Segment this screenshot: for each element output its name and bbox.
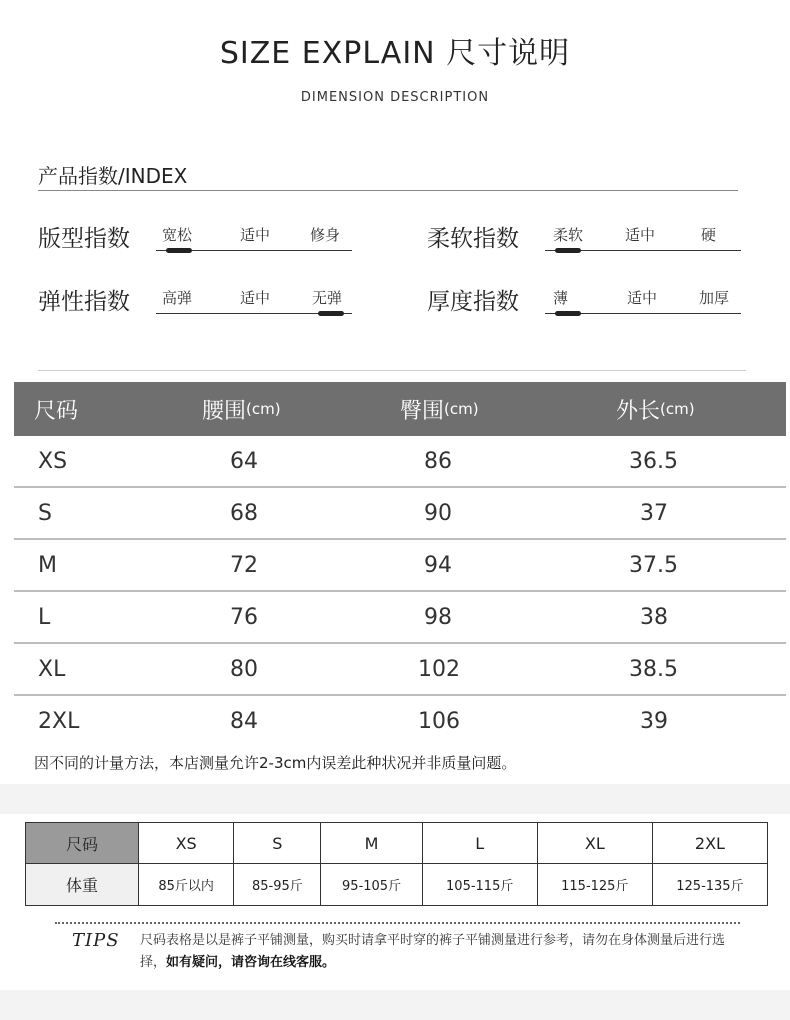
cell-hip: 98 xyxy=(424,604,452,630)
row-header-size: 尺码 xyxy=(26,823,139,864)
tips-emphasis: 如有疑问，请咨询在线客服。 xyxy=(166,955,336,970)
cell-hip: 86 xyxy=(424,448,452,474)
header-unit: (cm) xyxy=(444,400,479,418)
cell-size: S xyxy=(38,500,52,526)
index-section-title: 产品指数/INDEX xyxy=(38,164,188,188)
cell-hip: 90 xyxy=(424,500,452,526)
weight-cell: 105-115斤 xyxy=(422,864,537,906)
tips-label: TIPS xyxy=(72,930,120,951)
index-option: 无弹 xyxy=(312,289,343,307)
weight-table xyxy=(25,822,768,906)
header-label: 外长 xyxy=(616,398,661,424)
index-scale xyxy=(545,224,741,251)
cell-waist: 76 xyxy=(230,604,258,630)
cell-waist: 68 xyxy=(230,500,258,526)
size-cell: 2XL xyxy=(652,823,767,864)
size-cell: S xyxy=(234,823,321,864)
index-option: 加厚 xyxy=(699,289,730,307)
selected-marker xyxy=(166,248,192,253)
index-option: 适中 xyxy=(627,289,658,307)
table-row xyxy=(14,592,786,644)
index-option: 修身 xyxy=(310,226,341,244)
index-option: 薄 xyxy=(553,289,569,307)
index-option: 柔软 xyxy=(553,226,584,244)
table-row xyxy=(14,644,786,696)
cell-length: 36.5 xyxy=(629,448,678,474)
index-name: 柔软指数 xyxy=(427,226,519,252)
cell-length: 37 xyxy=(640,500,668,526)
cell-hip: 106 xyxy=(418,708,460,734)
cell-hip: 94 xyxy=(424,552,452,578)
index-softness xyxy=(427,220,787,260)
size-table-header xyxy=(14,382,786,436)
header-unit: (cm) xyxy=(660,400,695,418)
weight-cell: 85-95斤 xyxy=(234,864,321,906)
weight-cell: 95-105斤 xyxy=(321,864,422,906)
header-label: 腰围 xyxy=(202,398,247,424)
cell-length: 38 xyxy=(640,604,668,630)
index-option: 宽松 xyxy=(162,226,193,244)
page-subtitle: DIMENSION DESCRIPTION xyxy=(300,90,490,105)
size-cell: M xyxy=(321,823,422,864)
cell-size: 2XL xyxy=(38,708,80,734)
table-row xyxy=(14,696,786,746)
size-cell: XS xyxy=(139,823,234,864)
page-title: SIZE EXPLAIN 尺寸说明 xyxy=(219,36,571,71)
index-name: 厚度指数 xyxy=(427,289,519,315)
selected-marker xyxy=(555,311,581,316)
cell-hip: 102 xyxy=(418,656,460,682)
tips-text xyxy=(140,930,740,974)
cell-waist: 64 xyxy=(230,448,258,474)
header-unit: (cm) xyxy=(246,400,281,418)
background-band xyxy=(0,784,790,814)
table-row xyxy=(14,488,786,540)
index-fit xyxy=(38,220,398,260)
divider xyxy=(38,190,738,191)
index-scale xyxy=(156,287,352,314)
table-row xyxy=(14,540,786,592)
cell-length: 39 xyxy=(640,708,668,734)
dotted-divider xyxy=(55,922,740,924)
index-elasticity xyxy=(38,283,398,323)
header-hip xyxy=(400,382,479,436)
index-scale xyxy=(545,287,741,314)
cell-length: 37.5 xyxy=(629,552,678,578)
selected-marker xyxy=(555,248,581,253)
cell-waist: 84 xyxy=(230,708,258,734)
index-option: 高弹 xyxy=(162,289,193,307)
cell-waist: 72 xyxy=(230,552,258,578)
weight-cell: 85斤以内 xyxy=(139,864,234,906)
cell-waist: 80 xyxy=(230,656,258,682)
tips-body: 尺码表格是以是裤子平铺测量，购买时请拿平时穿的裤子平铺测量进行参考，请勿在身体测量后进行选择， xyxy=(140,933,726,970)
index-thickness xyxy=(427,283,787,323)
cell-length: 38.5 xyxy=(629,656,678,682)
size-cell: XL xyxy=(537,823,652,864)
index-option: 适中 xyxy=(240,289,271,307)
index-name: 弹性指数 xyxy=(38,289,130,315)
header-waist xyxy=(202,382,281,436)
cell-size: L xyxy=(38,604,51,630)
weight-cell: 125-135斤 xyxy=(652,864,767,906)
index-scale xyxy=(156,224,352,251)
header-label: 尺码 xyxy=(34,398,79,424)
cell-size: M xyxy=(38,552,57,578)
cell-size: XS xyxy=(38,448,68,474)
header-length xyxy=(616,382,695,436)
background-band xyxy=(0,990,790,1020)
header-label: 臀围 xyxy=(400,398,445,424)
index-name: 版型指数 xyxy=(38,226,130,252)
selected-marker xyxy=(318,311,344,316)
weight-cell: 115-125斤 xyxy=(537,864,652,906)
table-row xyxy=(14,436,786,488)
weight-table-weight-row xyxy=(26,864,768,906)
measurement-note: 因不同的计量方法，本店测量允许2-3cm内误差此种状况并非质量问题。 xyxy=(34,754,517,772)
index-option: 硬 xyxy=(701,226,717,244)
size-cell: L xyxy=(422,823,537,864)
weight-table-size-row xyxy=(26,823,768,864)
index-option: 适中 xyxy=(625,226,656,244)
header-size xyxy=(34,382,78,436)
size-table xyxy=(14,382,786,746)
cell-size: XL xyxy=(38,656,66,682)
divider xyxy=(38,370,746,371)
row-header-weight: 体重 xyxy=(26,864,139,906)
index-option: 适中 xyxy=(240,226,271,244)
